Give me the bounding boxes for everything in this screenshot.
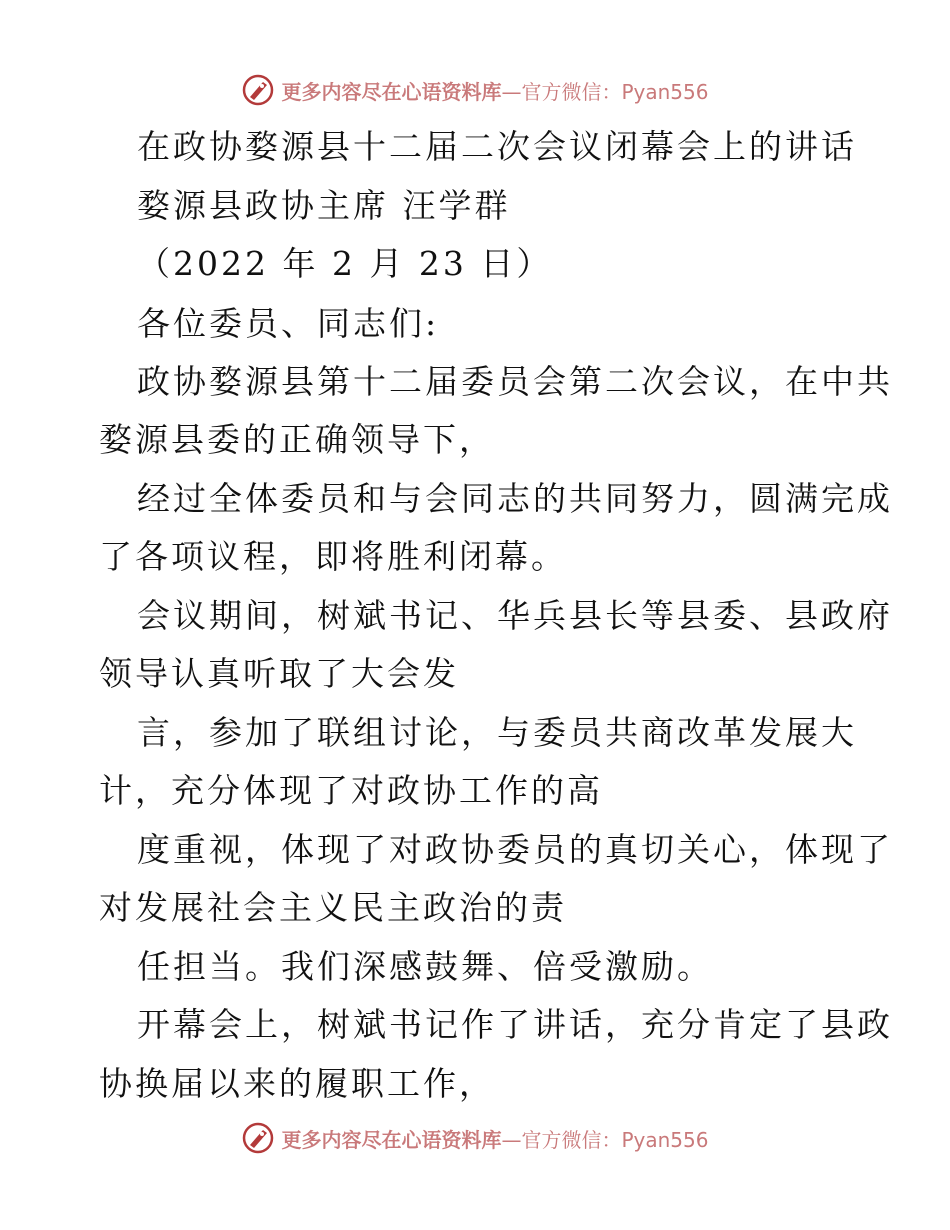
paragraph-line: 任担当。我们深感鼓舞、倍受激励。	[137, 947, 713, 986]
banner-wechat: —官方微信：Pyan556	[501, 79, 709, 104]
paragraph-line: 会议期间，树斌书记、华兵县长等县委、县政府	[137, 596, 893, 635]
doc-author: 婺源县政协主席 汪学群	[137, 186, 511, 225]
paragraph-line: 经过全体委员和与会同志的共同努力，圆满完成	[137, 479, 893, 518]
paragraph-line: 协换届以来的履职工作，	[99, 1064, 495, 1103]
footer-banner	[0, 1118, 950, 1158]
paragraph-line: 领导认真听取了大会发	[99, 654, 459, 693]
paragraph-line: 开幕会上，树斌书记作了讲话，充分肯定了县政	[137, 1005, 893, 1044]
banner-title: 更多内容尽在心语资料库	[281, 1127, 502, 1152]
paragraph-line: 了各项议程，即将胜利闭幕。	[99, 537, 567, 576]
paragraph-line: 度重视，体现了对政协委员的真切关心，体现了	[137, 830, 893, 869]
pen-logo-icon	[241, 73, 275, 107]
paragraph-line: 计，充分体现了对政协工作的高	[99, 771, 603, 810]
paragraph-line: 政协婺源县第十二届委员会第二次会议，在中共	[137, 362, 893, 401]
paragraph-line: 对发展社会主义民主政治的责	[99, 888, 567, 927]
paragraph-line: 言，参加了联组讨论，与委员共商改革发展大	[137, 713, 857, 752]
banner-title: 更多内容尽在心语资料库	[281, 79, 502, 104]
doc-title: 在政协婺源县十二届二次会议闭幕会上的讲话	[137, 127, 857, 166]
doc-date: （2022 年 2 月 23 日）	[137, 244, 553, 283]
header-banner	[0, 70, 950, 110]
pen-logo-icon	[241, 1121, 275, 1155]
banner-wechat: —官方微信：Pyan556	[501, 1127, 709, 1152]
doc-salutation: 各位委员、同志们:	[137, 304, 440, 343]
paragraph-line: 婺源县委的正确领导下，	[99, 420, 495, 459]
